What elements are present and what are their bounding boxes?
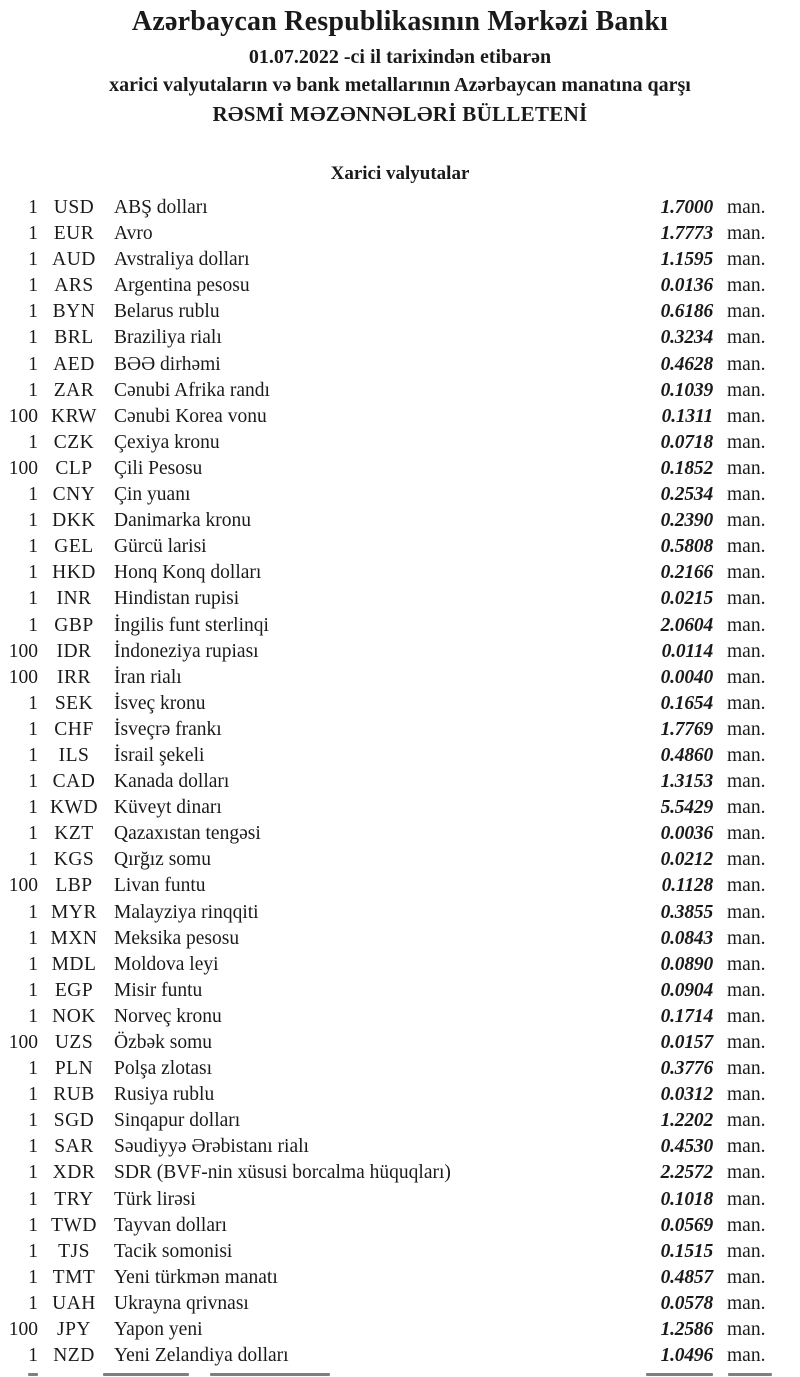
- currency-name-cell: Sinqapur dolları: [114, 1110, 241, 1132]
- rate-value-cell: 0.0157: [660, 1032, 713, 1053]
- currency-code-cell: NOK: [52, 1005, 96, 1027]
- unit-cell: man.: [727, 875, 766, 897]
- unit-cell: man.: [727, 771, 766, 793]
- quantity-cell: 1: [28, 379, 38, 401]
- unit-cell: man.: [727, 1136, 766, 1158]
- quantity-cell: 1: [28, 249, 38, 271]
- currency-name-cell: Küveyt dinarı: [114, 797, 222, 819]
- currency-name-cell: Ukrayna qrivnası: [114, 1292, 249, 1314]
- rate-value-cell: 0.3234: [660, 327, 713, 349]
- rate-value-cell: 1.7773: [660, 223, 713, 245]
- currency-name-cell: BƏƏ dirhəmi: [114, 353, 221, 375]
- quantity-cell: 1: [28, 1005, 38, 1027]
- currency-name-cell: Moldova leyi: [114, 953, 219, 975]
- unit-cell: man.: [727, 614, 766, 636]
- currency-code-cell: EGP: [54, 979, 94, 1001]
- unit-cell: man.: [727, 718, 766, 740]
- table-row: [0, 325, 800, 351]
- rate-value-cell: 1.2586: [660, 1319, 713, 1341]
- currency-name-cell: Hindistan rupisi: [114, 588, 240, 610]
- unit-cell: man.: [727, 1214, 766, 1236]
- rate-value-cell: 0.4628: [660, 353, 713, 375]
- quantity-cell: 1: [28, 1240, 38, 1262]
- currency-name-cell: Misir funtu: [114, 979, 203, 1001]
- unit-cell: man.: [727, 379, 766, 401]
- unit-cell: man.: [727, 327, 766, 349]
- currency-name-cell: Çili Pesosu: [114, 457, 203, 479]
- table-row: [0, 430, 800, 456]
- quantity-cell: 1: [28, 927, 38, 949]
- rate-value-cell: 0.1311: [661, 405, 713, 427]
- quantity-cell: 1: [28, 849, 38, 871]
- subject-line: xarici valyutaların və bank metallarının Azərbaycan manatına qarşı: [109, 74, 691, 96]
- rate-value-cell: 1.1595: [660, 249, 713, 271]
- table-row: [0, 195, 800, 221]
- rate-value-cell: 0.1714: [660, 1005, 713, 1027]
- currency-name-cell: Polşa zlotası: [114, 1058, 213, 1080]
- currency-name-cell: Rusiya rublu: [114, 1084, 215, 1106]
- currency-code-cell: TWD: [51, 1214, 97, 1236]
- rate-value-cell: 0.0890: [660, 953, 713, 975]
- quantity-cell: 1: [28, 536, 38, 558]
- unit-cell: man.: [727, 1240, 766, 1262]
- currency-name-cell: Çin yuanı: [114, 484, 191, 506]
- rate-value-cell: 1.0496: [660, 1345, 713, 1367]
- currency-name-cell: SDR (BVF-nin xüsusi borcalma hüquqları): [114, 1162, 451, 1184]
- quantity-cell: 100: [8, 405, 38, 427]
- currency-code-cell: AED: [53, 353, 95, 375]
- currency-name-cell: Qırğız somu: [114, 849, 211, 871]
- rate-value-cell: 2.2572: [660, 1162, 713, 1184]
- rate-value-cell: 1.2202: [660, 1110, 713, 1132]
- currency-name-cell: İngilis funt sterlinqi: [114, 614, 269, 636]
- unit-cell: man.: [727, 901, 766, 923]
- rate-value-cell: 0.0036: [660, 823, 713, 845]
- rate-value-cell: 1.7000: [660, 197, 713, 218]
- unit-cell: man.: [727, 849, 766, 871]
- rate-value-cell: 0.0569: [660, 1214, 713, 1236]
- currency-code-cell: TRY: [54, 1188, 94, 1210]
- table-row: [0, 560, 800, 586]
- currency-code-cell: GEL: [54, 536, 94, 558]
- quantity-cell: 100: [8, 666, 38, 688]
- currency-name-cell: Gürcü larisi: [114, 536, 207, 558]
- unit-cell: man.: [727, 197, 766, 218]
- unit-cell: man.: [727, 1162, 766, 1184]
- table-row: [0, 717, 800, 743]
- quantity-cell: 1: [28, 1292, 38, 1314]
- currency-code-cell: KZT: [54, 823, 94, 845]
- currency-name-cell: Avro: [114, 223, 153, 245]
- quantity-cell: 100: [8, 457, 38, 479]
- quantity-cell: 1: [28, 901, 38, 923]
- quantity-cell: 1: [28, 692, 38, 714]
- currency-name-cell: İsveçrə frankı: [114, 718, 222, 740]
- rate-value-cell: 0.1852: [660, 457, 713, 479]
- currency-name-cell: Türk lirəsi: [114, 1188, 196, 1210]
- table-row: [0, 1056, 800, 1082]
- quantity-cell: 1: [28, 953, 38, 975]
- effective-date-line: 01.07.2022 -ci il tarixindən etibarən: [248, 46, 552, 68]
- rate-value-cell: 0.0843: [660, 927, 713, 949]
- cutoff-fragment: [728, 1373, 772, 1376]
- currency-code-cell: KWD: [49, 797, 99, 819]
- table-row: [0, 247, 800, 273]
- unit-cell: man.: [727, 510, 766, 532]
- currency-name-cell: Yeni türkmən manatı: [114, 1266, 278, 1288]
- quantity-cell: 1: [28, 744, 38, 766]
- table-row: [0, 847, 800, 873]
- table-row: [0, 769, 800, 795]
- currency-code-cell: UZS: [54, 1032, 94, 1053]
- unit-cell: man.: [727, 249, 766, 271]
- currency-code-cell: IRR: [56, 666, 91, 688]
- table-row: [0, 534, 800, 560]
- quantity-cell: 1: [28, 1136, 38, 1158]
- currency-name-cell: Livan funtu: [114, 875, 206, 897]
- quantity-cell: 1: [28, 1188, 38, 1210]
- currency-code-cell: DKK: [52, 510, 96, 532]
- table-row: [0, 508, 800, 534]
- quantity-cell: 1: [28, 823, 38, 845]
- table-row: [0, 1265, 800, 1291]
- table-row: [0, 1239, 800, 1265]
- cutoff-fragment: [210, 1373, 330, 1376]
- quantity-cell: 100: [8, 640, 38, 662]
- unit-cell: man.: [727, 275, 766, 297]
- currency-name-cell: Çexiya kronu: [114, 431, 220, 453]
- rate-value-cell: 0.4857: [660, 1266, 713, 1288]
- table-row: [0, 1108, 800, 1134]
- currency-name-cell: Özbək somu: [114, 1032, 213, 1053]
- currency-name-cell: Braziliya rialı: [114, 327, 222, 349]
- quantity-cell: 1: [28, 1084, 38, 1106]
- currency-code-cell: CHF: [54, 718, 94, 740]
- currency-code-cell: HKD: [52, 562, 96, 584]
- quantity-cell: 1: [28, 431, 38, 453]
- currency-code-cell: USD: [53, 197, 95, 218]
- bank-name-title: Azərbaycan Respublikasının Mərkəzi Bankı: [131, 6, 669, 37]
- table-row: [0, 482, 800, 508]
- currency-name-cell: Cənubi Korea vonu: [114, 405, 267, 427]
- table-row: [0, 665, 800, 691]
- quantity-cell: 100: [8, 1032, 38, 1053]
- rate-value-cell: 0.1128: [661, 875, 713, 897]
- quantity-cell: 1: [28, 353, 38, 375]
- currency-code-cell: ZAR: [53, 379, 95, 401]
- quantity-cell: 1: [28, 1110, 38, 1132]
- rate-value-cell: 0.0215: [660, 588, 713, 610]
- currency-name-cell: Yapon yeni: [114, 1319, 203, 1341]
- rate-value-cell: 0.2166: [660, 562, 713, 584]
- currency-name-cell: Honq Konq dolları: [114, 562, 262, 584]
- table-row: [0, 613, 800, 639]
- quantity-cell: 1: [28, 484, 38, 506]
- currency-code-cell: IDR: [56, 640, 92, 662]
- table-row: [0, 952, 800, 978]
- table-row: [0, 352, 800, 378]
- currency-name-cell: Tacik somonisi: [114, 1240, 233, 1262]
- unit-cell: man.: [727, 1032, 766, 1053]
- unit-cell: man.: [727, 1345, 766, 1367]
- currency-code-cell: PLN: [54, 1058, 94, 1080]
- quantity-cell: 1: [28, 1214, 38, 1236]
- unit-cell: man.: [727, 640, 766, 662]
- unit-cell: man.: [727, 692, 766, 714]
- currency-code-cell: CZK: [53, 431, 95, 453]
- table-row: [0, 1030, 800, 1056]
- rate-value-cell: 0.1018: [660, 1188, 713, 1210]
- currency-name-cell: Qazaxıstan tengəsi: [114, 823, 261, 845]
- unit-cell: man.: [727, 1084, 766, 1106]
- table-row: [0, 639, 800, 665]
- currency-code-cell: BRL: [54, 327, 94, 349]
- currency-code-cell: XDR: [52, 1162, 96, 1184]
- unit-cell: man.: [727, 536, 766, 558]
- currency-code-cell: LBP: [55, 875, 93, 897]
- rate-value-cell: 5.5429: [660, 797, 713, 819]
- table-row: [0, 691, 800, 717]
- table-row: [0, 1291, 800, 1317]
- currency-code-cell: KRW: [51, 405, 97, 427]
- unit-cell: man.: [727, 223, 766, 245]
- rate-value-cell: 0.0312: [660, 1084, 713, 1106]
- table-row: [0, 1082, 800, 1108]
- cutoff-fragment: [28, 1373, 38, 1376]
- currency-code-cell: ARS: [54, 275, 94, 297]
- table-row: [0, 299, 800, 325]
- quantity-cell: 1: [28, 797, 38, 819]
- currency-code-cell: SAR: [54, 1136, 94, 1158]
- unit-cell: man.: [727, 484, 766, 506]
- cutoff-fragment: [103, 1373, 189, 1376]
- quantity-cell: 1: [28, 197, 38, 218]
- currency-name-cell: İsrail şekeli: [114, 744, 205, 766]
- quantity-cell: 1: [28, 718, 38, 740]
- table-row: [0, 926, 800, 952]
- currency-name-cell: Kanada dolları: [114, 771, 230, 793]
- table-row: [0, 978, 800, 1004]
- currency-name-cell: Avstraliya dolları: [114, 249, 250, 271]
- table-row: [0, 1343, 800, 1369]
- unit-cell: man.: [727, 457, 766, 479]
- unit-cell: man.: [727, 1188, 766, 1210]
- table-row: [0, 586, 800, 612]
- table-row: [0, 273, 800, 299]
- unit-cell: man.: [727, 1319, 766, 1341]
- quantity-cell: 1: [28, 301, 38, 323]
- currency-code-cell: CAD: [52, 771, 96, 793]
- currency-name-cell: İran rialı: [114, 666, 182, 688]
- unit-cell: man.: [727, 562, 766, 584]
- rate-value-cell: 0.4530: [660, 1136, 713, 1158]
- table-row: [0, 795, 800, 821]
- unit-cell: man.: [727, 353, 766, 375]
- currency-name-cell: Danimarka kronu: [114, 510, 251, 532]
- quantity-cell: 100: [8, 875, 38, 897]
- rate-value-cell: 0.3776: [660, 1058, 713, 1080]
- table-row: [0, 1187, 800, 1213]
- table-row: [0, 404, 800, 430]
- rate-value-cell: 1.7769: [660, 718, 713, 740]
- currency-name-cell: Belarus rublu: [114, 301, 220, 323]
- unit-cell: man.: [727, 927, 766, 949]
- rate-value-cell: 0.3855: [660, 901, 713, 923]
- quantity-cell: 1: [28, 275, 38, 297]
- currency-code-cell: UAH: [52, 1292, 96, 1314]
- quantity-cell: 1: [28, 1058, 38, 1080]
- currency-code-cell: SGD: [53, 1110, 95, 1132]
- rate-value-cell: 0.5808: [660, 536, 713, 558]
- currency-code-cell: TMT: [52, 1266, 96, 1288]
- quantity-cell: 1: [28, 1345, 38, 1367]
- rate-value-cell: 0.1515: [660, 1240, 713, 1262]
- table-row: [0, 1213, 800, 1239]
- currency-name-cell: Argentina pesosu: [114, 275, 250, 297]
- section-title-foreign-currencies: Xarici valyutalar: [330, 163, 470, 184]
- unit-cell: man.: [727, 666, 766, 688]
- currency-name-cell: Norveç kronu: [114, 1005, 222, 1027]
- rate-value-cell: 0.6186: [660, 301, 713, 323]
- currency-name-cell: ABŞ dolları: [114, 197, 208, 218]
- rate-value-cell: 0.0578: [660, 1292, 713, 1314]
- currency-code-cell: NZD: [53, 1345, 95, 1367]
- currency-name-cell: İsveç kronu: [114, 692, 206, 714]
- table-row: [0, 378, 800, 404]
- table-row: [0, 1134, 800, 1160]
- currency-code-cell: CLP: [55, 457, 93, 479]
- quantity-cell: 1: [28, 614, 38, 636]
- rate-value-cell: 0.1039: [660, 379, 713, 401]
- currency-code-cell: KGS: [53, 849, 95, 871]
- currency-code-cell: BYN: [52, 301, 96, 323]
- quantity-cell: 1: [28, 562, 38, 584]
- table-row: [0, 743, 800, 769]
- page-bottom-cutoff-row: [0, 1372, 800, 1377]
- currency-name-cell: Tayvan dolları: [114, 1214, 227, 1236]
- unit-cell: man.: [727, 1110, 766, 1132]
- quantity-cell: 100: [8, 1319, 38, 1341]
- rate-value-cell: 2.0604: [660, 614, 713, 636]
- rate-value-cell: 0.0904: [660, 979, 713, 1001]
- rate-value-cell: 0.1654: [660, 692, 713, 714]
- currency-code-cell: MXN: [50, 927, 98, 949]
- unit-cell: man.: [727, 1266, 766, 1288]
- currency-name-cell: Cənubi Afrika randı: [114, 379, 270, 401]
- rate-value-cell: 0.0718: [660, 431, 713, 453]
- table-row: [0, 1004, 800, 1030]
- rate-value-cell: 0.2390: [660, 510, 713, 532]
- rate-value-cell: 1.3153: [660, 771, 713, 793]
- unit-cell: man.: [727, 588, 766, 610]
- currency-name-cell: Səudiyyə Ərəbistanı rialı: [114, 1136, 309, 1158]
- unit-cell: man.: [727, 405, 766, 427]
- unit-cell: man.: [727, 301, 766, 323]
- unit-cell: man.: [727, 1058, 766, 1080]
- quantity-cell: 1: [28, 1162, 38, 1184]
- rate-value-cell: 0.0136: [660, 275, 713, 297]
- table-row: [0, 900, 800, 926]
- currency-code-cell: JPY: [56, 1319, 92, 1341]
- currency-name-cell: Yeni Zelandiya dolları: [114, 1345, 289, 1367]
- table-row: [0, 821, 800, 847]
- currency-code-cell: ILS: [58, 744, 90, 766]
- currency-code-cell: MDL: [51, 953, 97, 975]
- quantity-cell: 1: [28, 510, 38, 532]
- quantity-cell: 1: [28, 588, 38, 610]
- unit-cell: man.: [727, 823, 766, 845]
- currency-code-cell: MYR: [51, 901, 97, 923]
- table-row: [0, 456, 800, 482]
- unit-cell: man.: [727, 744, 766, 766]
- unit-cell: man.: [727, 1292, 766, 1314]
- table-row: [0, 1317, 800, 1343]
- currency-code-cell: RUB: [53, 1084, 95, 1106]
- unit-cell: man.: [727, 953, 766, 975]
- currency-name-cell: Meksika pesosu: [114, 927, 240, 949]
- currency-code-cell: CNY: [52, 484, 96, 506]
- unit-cell: man.: [727, 431, 766, 453]
- cutoff-fragment: [646, 1373, 713, 1376]
- currency-code-cell: SEK: [54, 692, 94, 714]
- quantity-cell: 1: [28, 979, 38, 1001]
- rate-value-cell: 0.0114: [661, 640, 713, 662]
- quantity-cell: 1: [28, 327, 38, 349]
- quantity-cell: 1: [28, 1266, 38, 1288]
- currency-name-cell: İndoneziya rupiası: [114, 640, 259, 662]
- rate-value-cell: 0.4860: [660, 744, 713, 766]
- unit-cell: man.: [727, 1005, 766, 1027]
- rate-value-cell: 0.2534: [660, 484, 713, 506]
- quantity-cell: 1: [28, 223, 38, 245]
- rates-table: [0, 195, 800, 1369]
- unit-cell: man.: [727, 797, 766, 819]
- table-row: [0, 221, 800, 247]
- rate-value-cell: 0.0212: [660, 849, 713, 871]
- currency-name-cell: Malayziya rinqqiti: [114, 901, 259, 923]
- table-row: [0, 1160, 800, 1186]
- currency-code-cell: GBP: [54, 614, 94, 636]
- table-row: [0, 873, 800, 899]
- rate-value-cell: 0.0040: [660, 666, 713, 688]
- currency-code-cell: INR: [56, 588, 92, 610]
- currency-code-cell: EUR: [53, 223, 95, 245]
- quantity-cell: 1: [28, 771, 38, 793]
- currency-code-cell: AUD: [52, 249, 96, 271]
- unit-cell: man.: [727, 979, 766, 1001]
- bulletin-title: RƏSMİ MƏZƏNNƏLƏRİ BÜLLETENİ: [212, 102, 588, 126]
- currency-code-cell: TJS: [58, 1240, 90, 1262]
